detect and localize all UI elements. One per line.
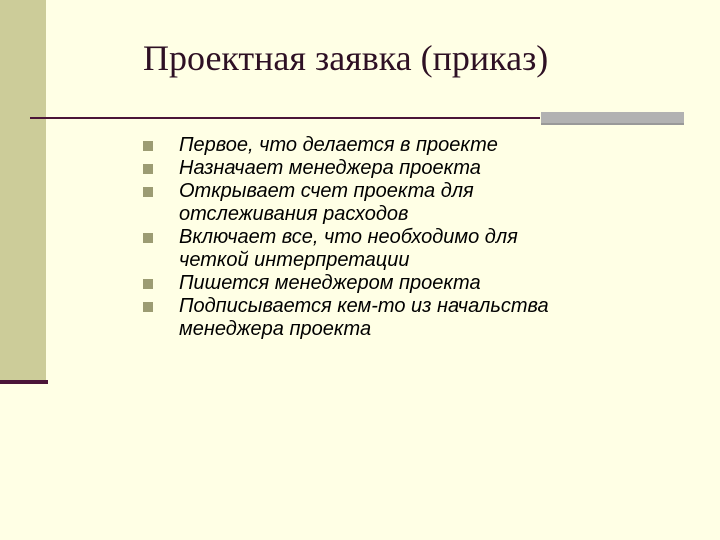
bullet-list (143, 134, 703, 341)
title-divider-line (30, 117, 540, 119)
title-divider-accent-underline (541, 123, 684, 125)
title-divider-accent (541, 112, 684, 123)
bullet-item (143, 295, 703, 341)
square-bullet-icon (143, 302, 153, 312)
bullet-text: Включает все, что необходимо для четкой интерпретации (179, 226, 518, 271)
bullet-text: Открывает счет проекта для отслеживания расходов (179, 180, 474, 225)
bullet-text: Пишется менеджером проекта (179, 272, 481, 294)
bullet-text: Подписывается кем-то из начальства менеджера проекта (179, 295, 549, 340)
square-bullet-icon (143, 187, 153, 197)
bullet-text: Назначает менеджера проекта (179, 157, 481, 179)
square-bullet-icon (143, 141, 153, 151)
bullet-item (143, 134, 703, 157)
square-bullet-icon (143, 233, 153, 243)
square-bullet-icon (143, 279, 153, 289)
bullet-item (143, 226, 703, 272)
left-bar-base-line (0, 380, 48, 384)
slide-title: Проектная заявка (приказ) (143, 38, 549, 78)
bullet-item (143, 272, 703, 295)
bullet-item (143, 157, 703, 180)
left-decorative-bar (0, 0, 46, 380)
bullet-item (143, 180, 703, 226)
square-bullet-icon (143, 164, 153, 174)
bullet-text: Первое, что делается в проекте (179, 134, 498, 156)
